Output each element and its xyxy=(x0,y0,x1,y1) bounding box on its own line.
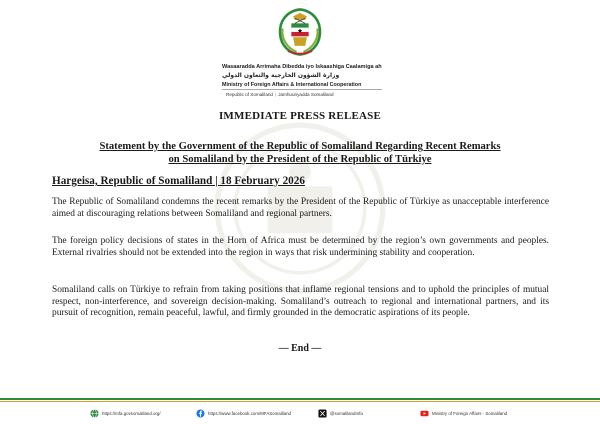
footer xyxy=(0,404,600,424)
headline xyxy=(40,141,560,166)
globe-icon xyxy=(90,409,99,418)
release-title: IMMEDIATE PRESS RELEASE xyxy=(218,110,382,122)
end-mark: — End — xyxy=(278,343,322,354)
footer-x[interactable] xyxy=(318,409,363,418)
state-emblem-icon xyxy=(274,6,326,58)
ministry-name-english: Ministry of Foreign Affairs & International Cooperation xyxy=(222,82,362,88)
x-icon xyxy=(318,409,327,418)
letterhead xyxy=(0,0,600,110)
footer-website[interactable] xyxy=(90,409,161,418)
footer-youtube[interactable] xyxy=(420,409,507,418)
republic-name-english: Republic of Somaliland xyxy=(226,92,273,97)
republic-name-somali: Jamhuuriyadda Somaliland xyxy=(278,92,334,97)
paragraph-2: The foreign policy decisions of states in the Horn of Africa must be determined by the region’s own governments and peoples. External rivalries should not be extended into the region in ways that risk undermining stability and cooperation. xyxy=(52,236,549,258)
youtube-channel: Ministry of Foreign Affairs - Somaliland xyxy=(432,411,508,416)
youtube-icon xyxy=(420,409,429,418)
headline-line-1: Statement by the Government of the Republic of Somaliland Regarding Recent Remarks xyxy=(99,141,501,152)
paragraph-3: Somaliland calls on Türkiye to refrain from taking positions that inflame regional tensions and to uphold the principles of mutual respect, non-interference, and sovereign decision-making. Somaliland’s outreach to regional and international partners, and its pursuit of recognition, remain peaceful, lawful, and firmly grounded in the democratic aspirations of its people. xyxy=(52,285,549,319)
footer-facebook[interactable] xyxy=(196,409,291,418)
headline-line-2: on Somaliland by the President of the Republic of Türkiye xyxy=(168,153,432,165)
header-divider xyxy=(222,89,382,90)
ministry-name-arabic: وزارة الشؤون الخارجية والتعاون الدولي xyxy=(222,72,340,79)
paragraph-1: The Republic of Somaliland condemns the recent remarks by the President of the Republic of Türkiye as unacceptable interference aimed at discouraging relations between Somaliland and regional partners. xyxy=(52,197,549,219)
x-handle: @somalilandmfa xyxy=(330,411,363,416)
website-url: https://mfa.govsomaliland.org/ xyxy=(102,411,161,416)
republic-names: Republic of Somaliland | Jamhuuriyadda Somaliland xyxy=(226,92,334,97)
facebook-url: https://www.facebook.com/MFASomaliland xyxy=(208,411,291,416)
footer-divider-green xyxy=(0,398,600,400)
dateline: Hargeisa, Republic of Somaliland | 18 February 2026 xyxy=(52,175,305,187)
ministry-name-somali: Wasaaradda Arrimaha Dibedda iyo Iskaashiga Caalamiga ah xyxy=(222,64,382,70)
facebook-icon xyxy=(196,409,205,418)
footer-divider-gold xyxy=(0,401,600,402)
